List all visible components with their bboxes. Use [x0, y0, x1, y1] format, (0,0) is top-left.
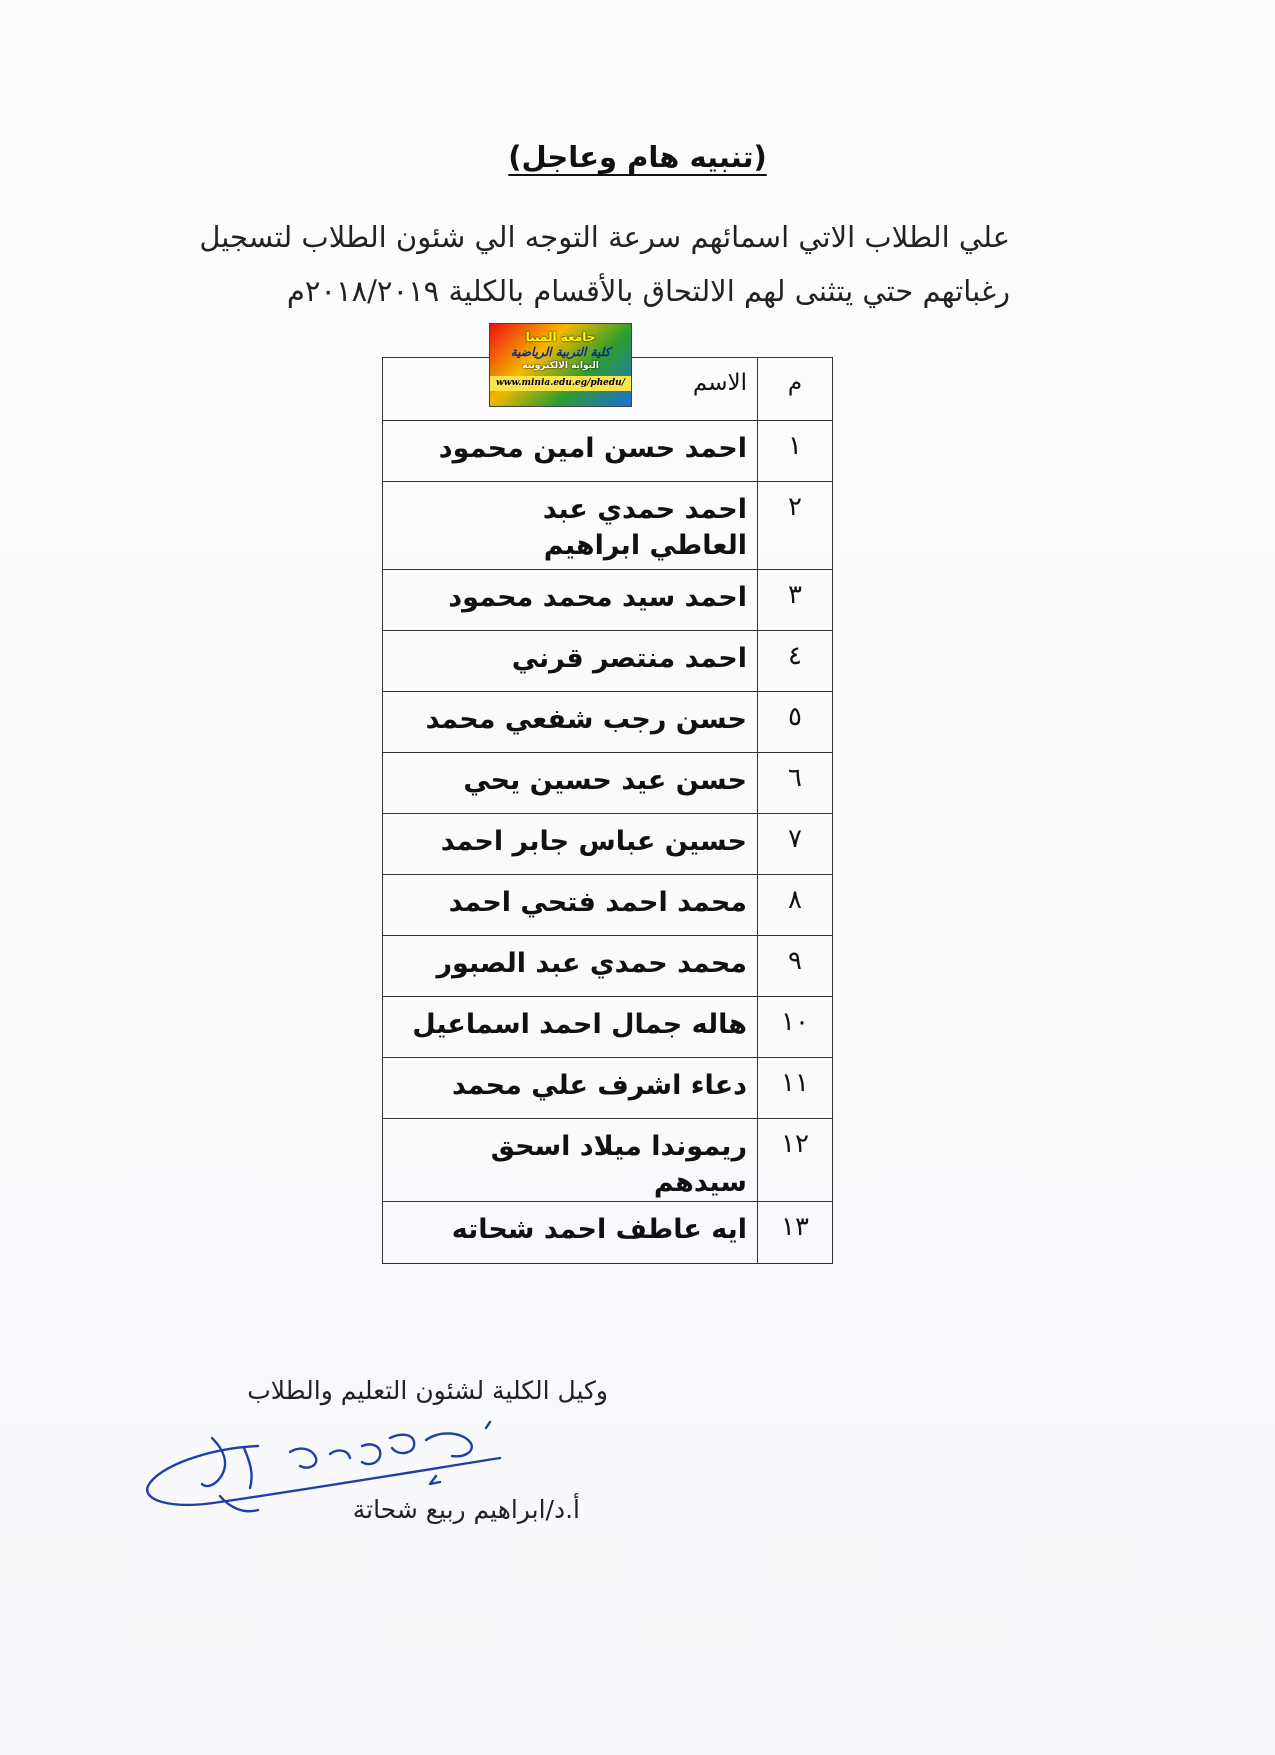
table-row: [383, 997, 833, 1058]
row-number: ٩: [758, 936, 833, 997]
student-name: حسن رجب شفعي محمد: [383, 692, 758, 753]
signatory-title: وكيل الكلية لشئون التعليم والطلاب: [247, 1376, 608, 1405]
header-number: م: [758, 358, 833, 421]
table-row: [383, 692, 833, 753]
student-name: احمد سيد محمد محمود: [383, 570, 758, 631]
student-name: ريموندا ميلاد اسحق سيدهم: [383, 1119, 758, 1202]
table-row: [383, 570, 833, 631]
logo-portal: البوابة الالكترونية: [522, 361, 599, 371]
student-name: حسن عيد حسين يحي: [383, 753, 758, 814]
student-name: محمد حمدي عبد الصبور: [383, 936, 758, 997]
row-number: ٦: [758, 753, 833, 814]
signatory-name: أ.د/ابراهيم ربيع شحاتة: [352, 1495, 580, 1524]
row-number: ٥: [758, 692, 833, 753]
table-row: [383, 1202, 833, 1264]
student-name: احمد حسن امين محمود: [383, 421, 758, 482]
student-name: احمد منتصر قرني: [383, 631, 758, 692]
table-row: [383, 936, 833, 997]
student-name: دعاء اشرف علي محمد: [383, 1058, 758, 1119]
logo-faculty: كلية التربية الرياضية: [510, 345, 611, 359]
table-row: [383, 631, 833, 692]
row-number: ١: [758, 421, 833, 482]
student-name: احمد حمدي عبد العاطي ابراهيم: [383, 482, 758, 570]
student-name: هاله جمال احمد اسماعيل: [383, 997, 758, 1058]
table-row: [383, 482, 833, 570]
table-row: [383, 875, 833, 936]
row-number: ١٢: [758, 1119, 833, 1202]
notice-intro: [200, 210, 1010, 318]
table-row: [383, 1119, 833, 1202]
row-number: ١١: [758, 1058, 833, 1119]
logo-university: جامعة المنيا: [525, 330, 596, 344]
intro-line-1: علي الطلاب الاتي اسمائهم سرعة التوجه الي شئون الطلاب لتسجيل: [199, 220, 1010, 254]
table-row: [383, 421, 833, 482]
students-table: [382, 357, 833, 1264]
table-row: [383, 753, 833, 814]
intro-line-2: رغباتهم حتي يتثنى لهم الالتحاق بالأقسام بالكلية ٢٠١٨/٢٠١٩م: [286, 274, 1010, 308]
table-row: [383, 1058, 833, 1119]
row-number: ٢: [758, 482, 833, 570]
header-name: الاسم: [383, 358, 758, 421]
row-number: ٨: [758, 875, 833, 936]
notice-title: (تنبيه هام وعاجل): [508, 140, 767, 174]
student-name: حسين عباس جابر احمد: [383, 814, 758, 875]
table-row: [383, 814, 833, 875]
student-name: ايه عاطف احمد شحاته: [383, 1202, 758, 1264]
row-number: ٤: [758, 631, 833, 692]
student-name: محمد احمد فتحي احمد: [383, 875, 758, 936]
row-number: ١٠: [758, 997, 833, 1058]
logo-url: www.minia.edu.eg/phedu/: [490, 376, 631, 391]
row-number: ١٣: [758, 1202, 833, 1264]
row-number: ٣: [758, 570, 833, 631]
faculty-logo: [489, 323, 632, 407]
row-number: ٧: [758, 814, 833, 875]
